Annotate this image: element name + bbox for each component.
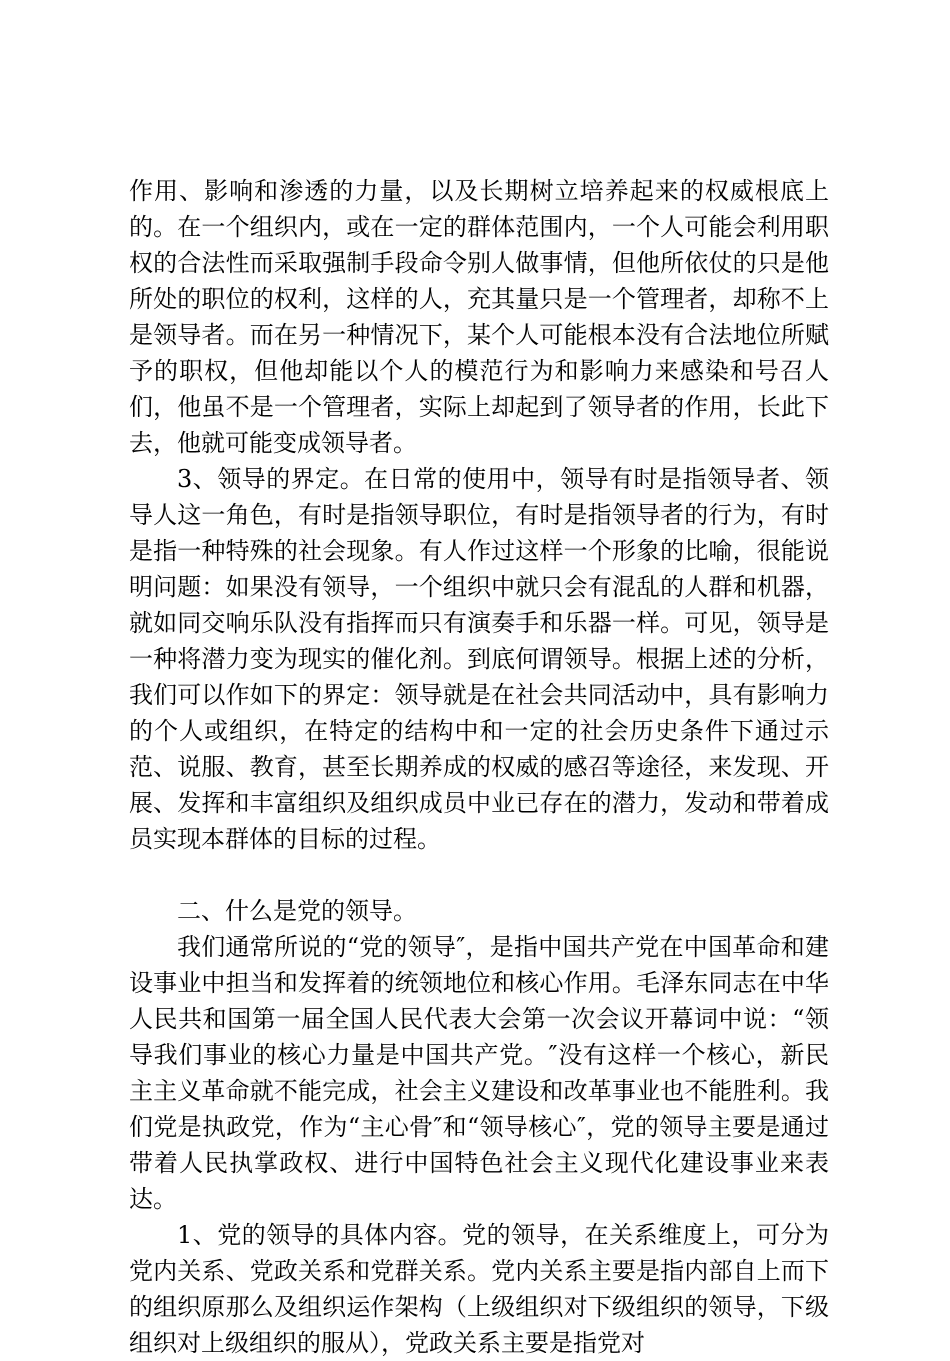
section-heading: 二、什么是党的领导。 [177,897,417,925]
paragraph-spacer [129,857,829,893]
paragraph-2: 3、领导的界定。在日常的使用中，领导有时是指领导者、领导人这一角色，有时是指领导职位，有时是指领导者的行为，有时是指一种特殊的社会现象。有人作过这样一个形象的比喻，很能说明问题：如果没有领导，一个组织中就只会有混乱的人群和机器，就如同交响乐队没有指挥而只有演奏手和乐器一样。可见，领导是一种将潜力变为现实的催化剂。到底何谓领导。根据上述的分析，我们可以作如下的界定：领导就是在社会共同活动中，具有影响力的个人或组织，在特定的结构中和一定的社会历史条件下通过示范、说服、教育，甚至长期养成的权威的感召等途径，来发现、开展、发挥和丰富组织及组织成员中业已存在的潜力，发动和带着成员实现本群体的目标的过程。 [129,465,829,853]
paragraph-3: 我们通常所说的“党的领导″，是指中国共产党在中国革命和建设事业中担当和发挥着的统领地位和核心作用。毛泽东同志在中华人民共和国第一届全国人民代表大会第一次会议开幕词中说：“领导我们事业的核心力量是中国共产党。″没有这样一个核心，新民主主义革命就不能完成，社会主义建设和改革事业也不能胜利。我们党是执政党，作为“主心骨″和“领导核心″，党的领导主要是通过带着人民执掌政权、进行中国特色社会主义现代化建设事业来表达。 [129,933,829,1213]
paragraph-1: 作用、影响和渗透的力量，以及长期树立培养起来的权威根底上的。在一个组织内，或在一定的群体范围内，一个人可能会利用职权的合法性而采取强制手段命令别人做事情，但他所依仗的只是他所处的职位的权利，这样的人，充其量只是一个管理者，却称不上是领导者。而在另一种情况下，某个人可能根本没有合法地位所赋予的职权，但他却能以个人的模范行为和影响力来感染和号召人们，他虽不是一个管理者，实际上却起到了领导者的作用，长此下去，他就可能变成领导者。 [129,177,829,457]
paragraph-4: 1、党的领导的具体内容。党的领导，在关系维度上，可分为党内关系、党政关系和党群关系。党内关系主要是指内部自上而下的组织原那么及组织运作架构（上级组织对下级组织的领导，下级组织对上级组织的服从），党政关系主要是指党对 [129,1221,829,1357]
document-body [129,173,829,1361]
